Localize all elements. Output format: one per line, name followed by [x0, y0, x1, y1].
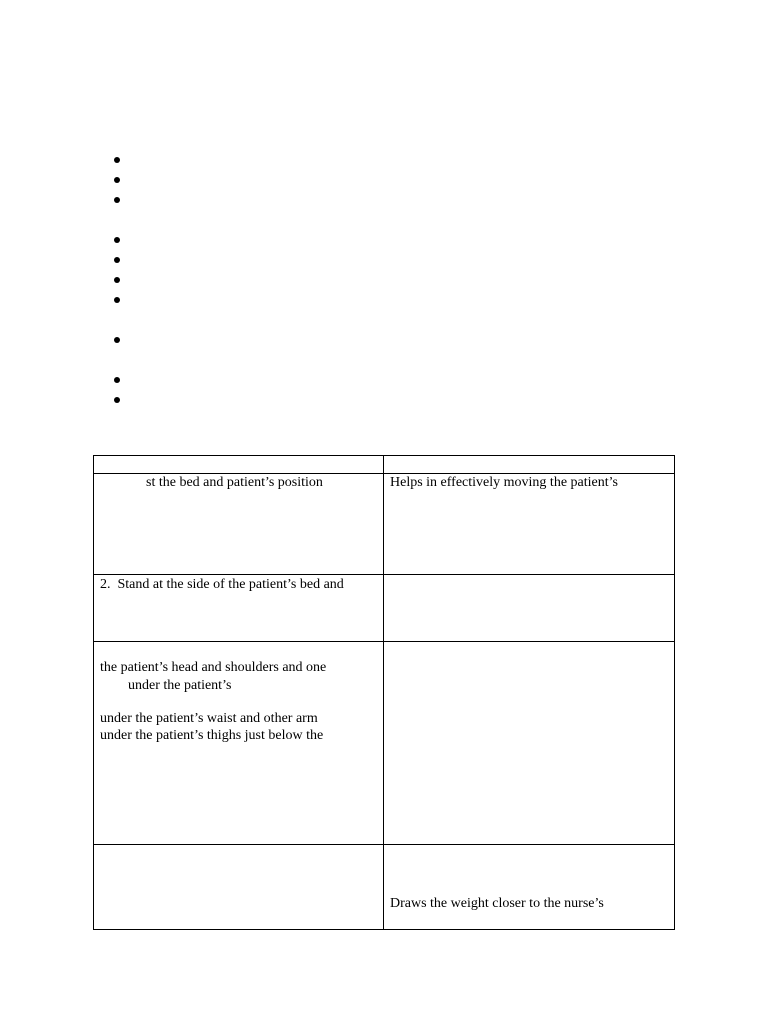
- step-text: under the patient’s waist and other arm: [100, 711, 318, 726]
- step-text: st the bed and patient’s position: [146, 475, 323, 490]
- rationale-text: Helps in effectively moving the patient’s: [390, 475, 618, 490]
- step-text: under the patient’s thighs just below the: [100, 728, 324, 743]
- row-divider: [94, 574, 674, 575]
- step-text: the patient’s head and shoulders and one: [100, 660, 327, 675]
- step-text: 2. Stand at the side of the patient’s bed and: [100, 577, 344, 592]
- bullet-marker: [114, 397, 120, 403]
- row-divider: [94, 641, 674, 642]
- bullet-marker: [114, 377, 120, 383]
- step-text: under the patient’s: [100, 678, 232, 693]
- procedure-table: [93, 455, 675, 930]
- rationale-text: Draws the weight closer to the nurse’s: [390, 896, 604, 911]
- column-divider: [383, 456, 384, 929]
- bullet-marker: [114, 197, 120, 203]
- bullet-marker: [114, 237, 120, 243]
- bullet-marker: [114, 297, 120, 303]
- bullet-marker: [114, 337, 120, 343]
- bullet-marker: [114, 157, 120, 163]
- bullet-marker: [114, 277, 120, 283]
- bullet-list: [114, 0, 154, 420]
- bullet-marker: [114, 257, 120, 263]
- row-divider: [94, 844, 674, 845]
- bullet-marker: [114, 177, 120, 183]
